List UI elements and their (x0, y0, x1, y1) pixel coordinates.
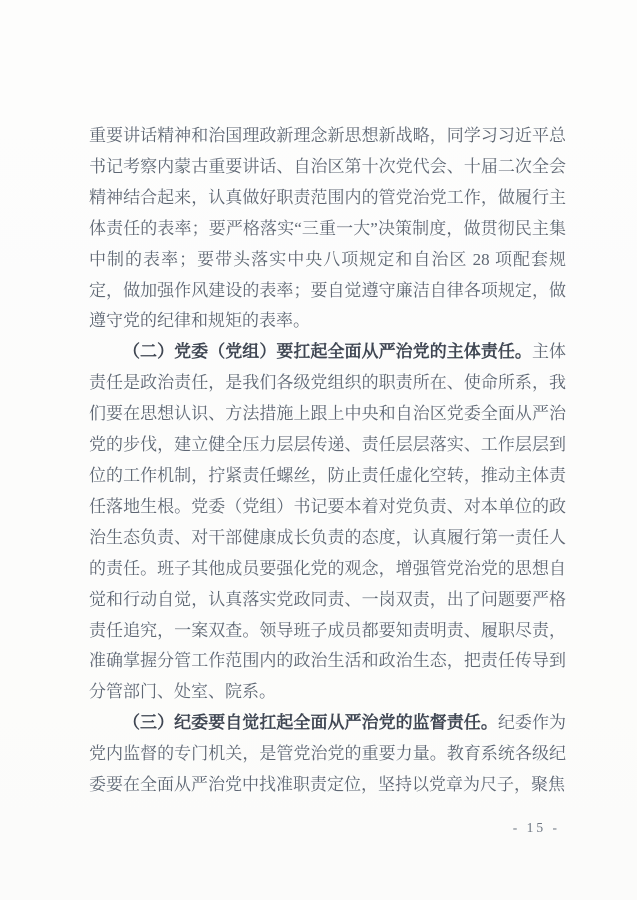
paragraph-continuation-text: 重要讲话精神和治国理政新理念新思想新战略，同学习习近平总书记考察内蒙古重要讲话、自治区第十次党代会、十届二次全会精神结合起来，认真做好职责范围内的管党治党工作，做履行主体责任的表率；要严格落实“三重一大”决策制度，做贯彻民主集中制的表率；要带头落实中央八项规定和自治区 28 项配套规定，做加强作风建设的表率；要自觉遵守廉洁自律各项规定，做遵守党的纪律和规矩的表率。 (89, 126, 566, 331)
section-3-heading: （三）纪委要自觉扛起全面从严治党的监督责任。 (123, 713, 498, 733)
paragraph-continuation (89, 121, 566, 337)
paragraph-section-3 (89, 708, 566, 801)
section-3-body-text: 纪委作为党内监督的专门机关，是管党治党的重要力量。教育系统各级纪委要在全面从严治党中找准职责定位，坚持以党章为尺子，聚焦 (89, 713, 567, 795)
section-2-heading: （二）党委（党组）要扛起全面从严治党的主体责任。 (123, 342, 532, 362)
document-body (89, 121, 566, 801)
page-number: - 15 - (512, 820, 560, 835)
paragraph-section-2 (89, 337, 566, 708)
section-2-body-text: 主体责任是政治责任，是我们各级党组织的职责所在、使命所系，我们要在思想认识、方法措施上跟上中央和自治区党委全面从严治党的步伐，建立健全压力层层传递、责任层层落实、工作层层到位的工作机制，拧紧责任螺丝，防止责任虚化空转，推动主体责任落地生根。党委（党组）书记要本着对党负责、对本单位的政治生态负责、对干部健康成长负责的态度，认真履行第一责任人的责任。班子其他成员要强化党的观念，增强管党治党的思想自觉和行动自觉，认真落实党政同责、一岗双责，出了问题要严格责任追究，一案双查。领导班子成员都要知责明责、履职尽责，准确掌握分管工作范围内的政治生活和政治生态，把责任传导到分管部门、处室、院系。 (89, 342, 567, 702)
